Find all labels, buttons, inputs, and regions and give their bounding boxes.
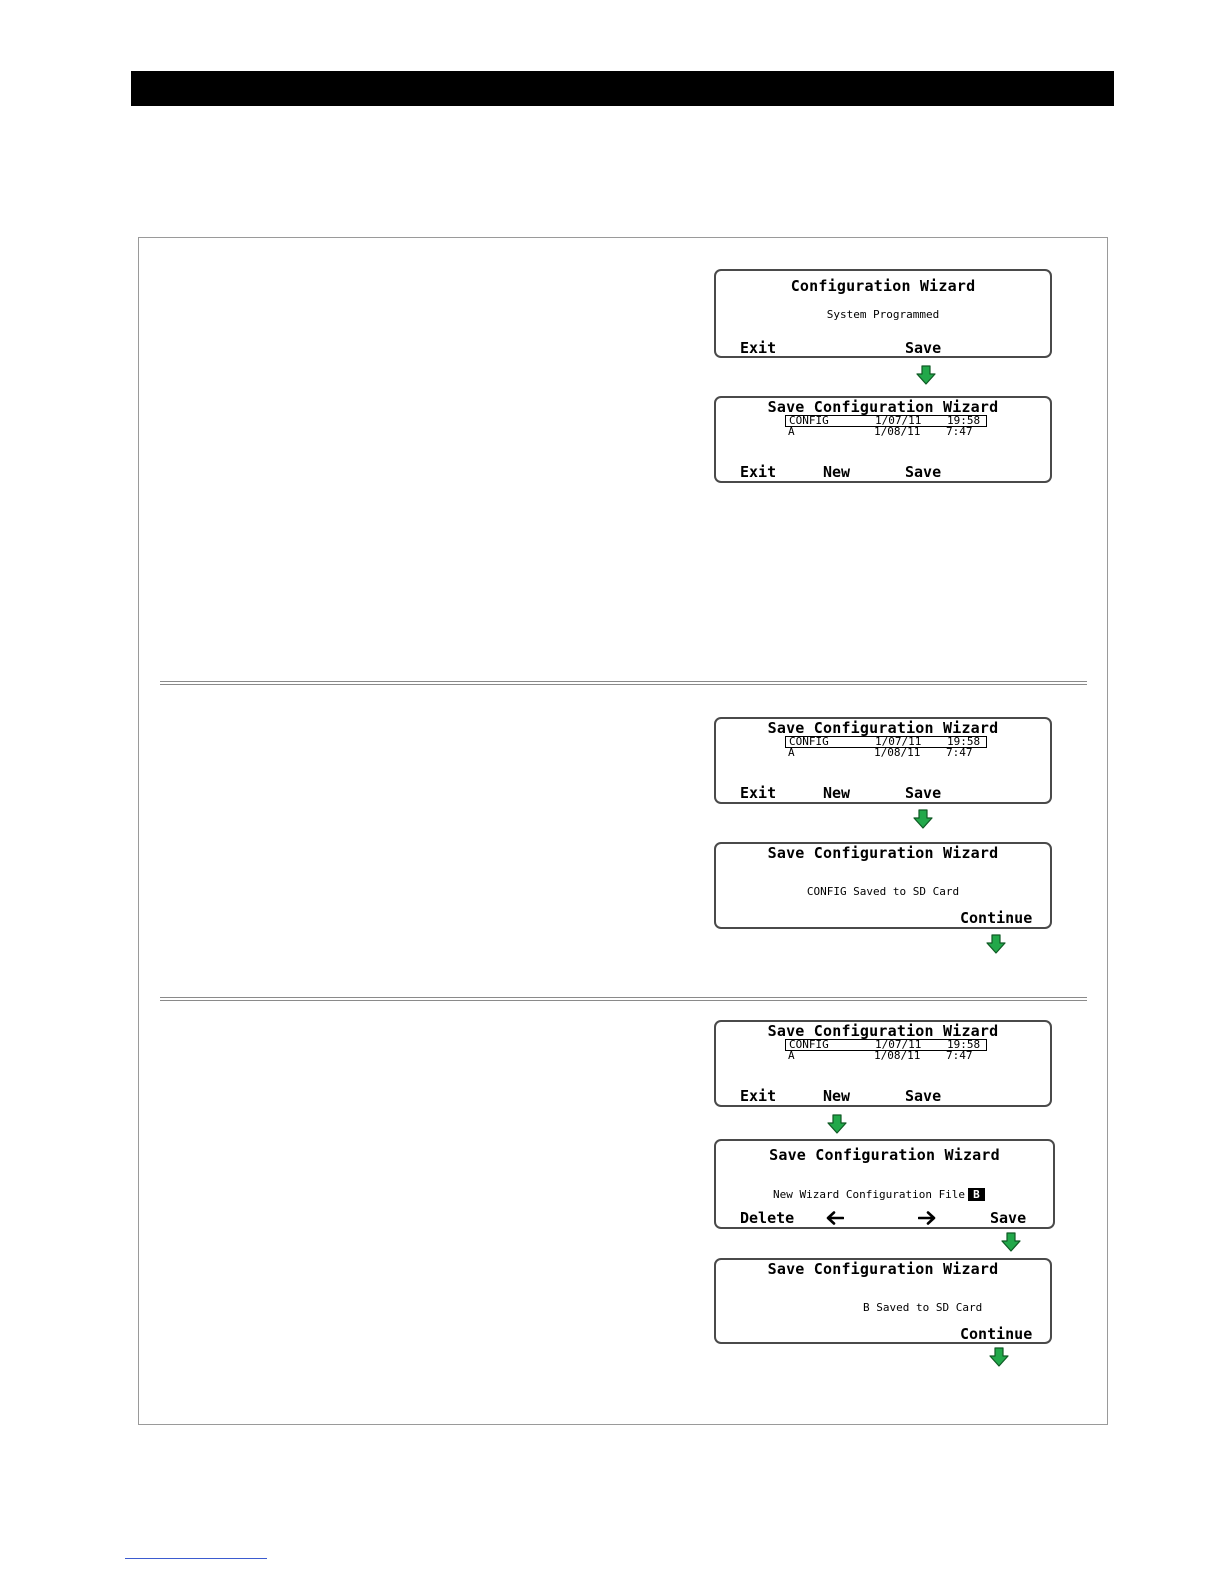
- continue-softkey[interactable]: Continue: [960, 909, 1033, 927]
- config-file-list: [785, 415, 987, 439]
- file-date: 1/08/11: [874, 746, 921, 759]
- lcd-save-configuration-wizard: [714, 1020, 1052, 1107]
- green-down-arrow-icon: [1001, 1232, 1021, 1252]
- green-down-arrow-icon: [913, 809, 933, 829]
- file-name: CONFIG: [789, 735, 829, 748]
- file-date: 1/07/11: [875, 414, 922, 427]
- new-file-label: New Wizard Configuration File: [773, 1188, 966, 1201]
- left-arrow-icon[interactable]: [826, 1211, 844, 1225]
- screen-title: Save Configuration Wizard: [769, 1146, 1000, 1164]
- file-name: A: [788, 425, 795, 438]
- file-row-a[interactable]: [785, 427, 987, 439]
- green-down-arrow-icon: [986, 934, 1006, 954]
- new-softkey[interactable]: New: [823, 463, 851, 481]
- exit-softkey[interactable]: Exit: [740, 463, 777, 481]
- screen-title: Configuration Wizard: [790, 277, 976, 295]
- file-row-a[interactable]: [785, 748, 987, 760]
- screen-title: Save Configuration Wizard: [767, 1260, 999, 1278]
- file-name: CONFIG: [789, 1038, 829, 1051]
- file-time: 7:47: [946, 1049, 973, 1062]
- save-softkey[interactable]: Save: [990, 1209, 1027, 1227]
- lcd-config-saved: [714, 842, 1052, 929]
- file-date: 1/07/11: [875, 735, 922, 748]
- file-time: 19:58: [947, 414, 981, 427]
- config-file-list: [785, 1039, 987, 1063]
- file-time: 19:58: [947, 1038, 981, 1051]
- file-date: 1/08/11: [874, 1049, 921, 1062]
- save-softkey[interactable]: Save: [905, 784, 942, 802]
- lcd-b-saved: [714, 1258, 1052, 1344]
- file-name: CONFIG: [789, 414, 829, 427]
- screen-title: Save Configuration Wizard: [767, 398, 999, 416]
- section-header-bar: [131, 71, 1114, 106]
- file-date: 1/08/11: [874, 425, 921, 438]
- file-name-input[interactable]: B: [968, 1188, 985, 1201]
- screen-title: Save Configuration Wizard: [767, 844, 999, 862]
- save-softkey[interactable]: Save: [905, 339, 942, 357]
- save-softkey[interactable]: Save: [905, 1087, 942, 1105]
- lcd-configuration-wizard: [714, 269, 1052, 358]
- new-softkey[interactable]: New: [823, 784, 851, 802]
- green-down-arrow-icon: [989, 1347, 1009, 1367]
- green-down-arrow-icon: [916, 365, 936, 385]
- config-file-list: [785, 736, 987, 760]
- status-message: B Saved to SD Card: [863, 1301, 983, 1314]
- new-file-prompt: [773, 1188, 985, 1201]
- section-divider: [160, 681, 1087, 685]
- file-name: A: [788, 1049, 795, 1062]
- file-name: A: [788, 746, 795, 759]
- lcd-save-configuration-wizard: [714, 717, 1052, 804]
- status-message: CONFIG Saved to SD Card: [806, 885, 960, 898]
- exit-softkey[interactable]: Exit: [740, 1087, 777, 1105]
- right-arrow-icon[interactable]: [918, 1211, 936, 1225]
- file-time: 19:58: [947, 735, 981, 748]
- exit-softkey[interactable]: Exit: [740, 784, 777, 802]
- file-time: 7:47: [946, 425, 973, 438]
- save-softkey[interactable]: Save: [905, 463, 942, 481]
- status-message: System Programmed: [826, 308, 940, 321]
- continue-softkey[interactable]: Continue: [960, 1325, 1033, 1343]
- footnote-rule: [125, 1558, 267, 1559]
- green-down-arrow-icon: [827, 1114, 847, 1134]
- file-time: 7:47: [946, 746, 973, 759]
- exit-softkey[interactable]: Exit: [740, 339, 777, 357]
- new-softkey[interactable]: New: [823, 1087, 851, 1105]
- file-date: 1/07/11: [875, 1038, 922, 1051]
- lcd-new-wizard-file: [714, 1139, 1055, 1229]
- screen-title: Save Configuration Wizard: [767, 1022, 999, 1040]
- section-divider: [160, 997, 1087, 1001]
- delete-softkey[interactable]: Delete: [740, 1209, 795, 1227]
- lcd-save-configuration-wizard: [714, 396, 1052, 483]
- screen-title: Save Configuration Wizard: [767, 719, 999, 737]
- file-row-a[interactable]: [785, 1051, 987, 1063]
